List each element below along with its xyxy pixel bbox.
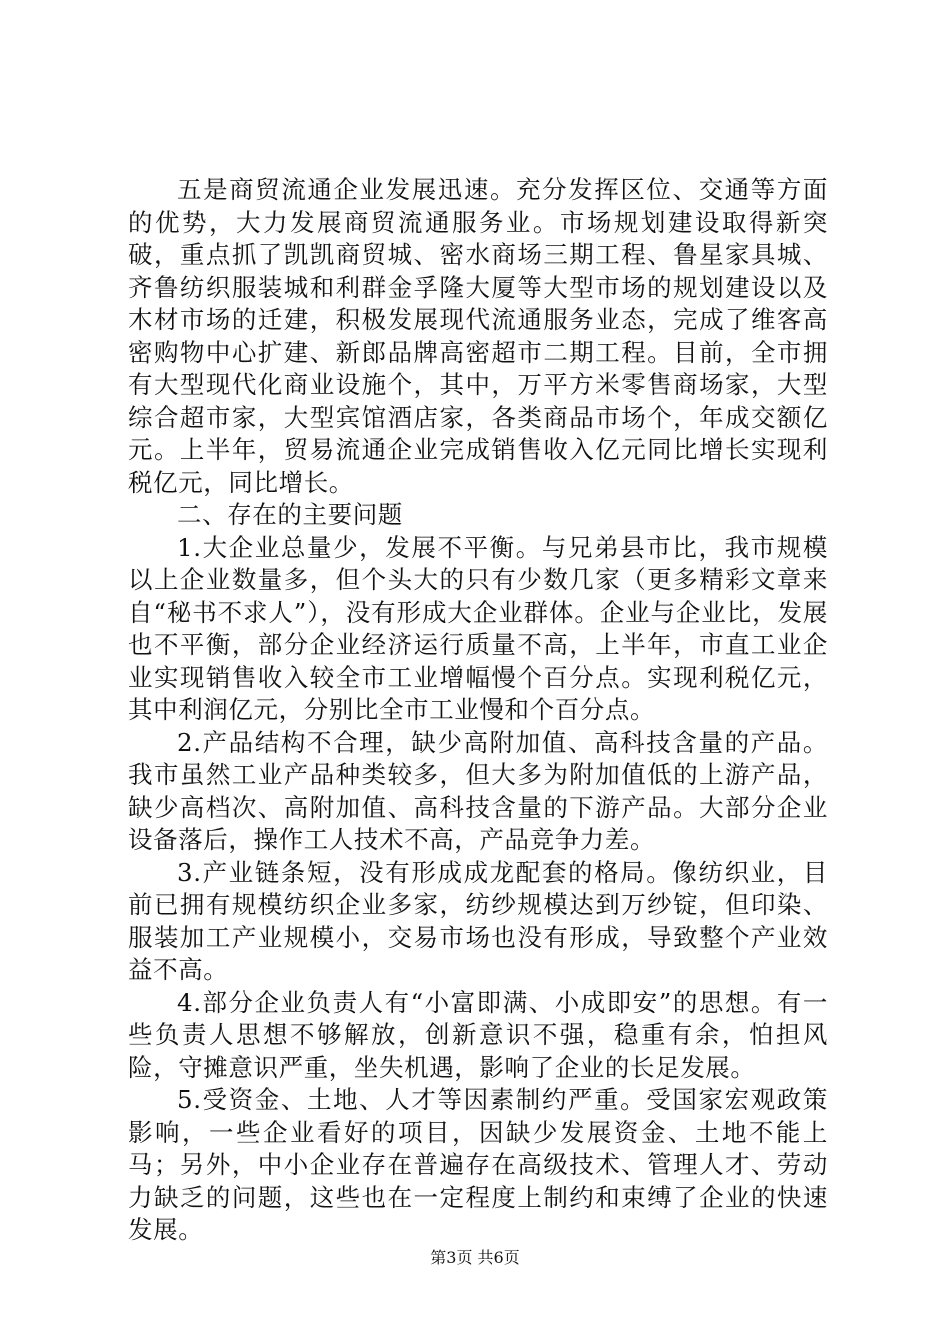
document-body — [128, 174, 828, 1247]
paragraph-commerce-development: 五是商贸流通企业发展迅速。充分发挥区位、交通等方面的优势，大力发展商贸流通服务业。市场规划建设取得新突破，重点抓了凯凯商贸城、密水商场三期工程、鲁星家具城、齐鲁纺织服装城和利群金孚隆大厦等大型市场的规划建设以及木材市场的迁建，积极发展现代流通服务业态，完成了维客高密购物中心扩建、新郎品牌高密超市二期工程。目前，全市拥有大型现代化商业设施个，其中，万平方米零售商场家，大型综合超市家，大型宾馆酒店家，各类商品市场个，年成交额亿元。上半年，贸易流通企业完成销售收入亿元同比增长实现利税亿元，同比增长。 — [128, 175, 828, 497]
paragraph-problem-2: 2.产品结构不合理，缺少高附加值、高科技含量的产品。我市虽然工业产品种类较多，但大多为附加值低的上游产品，缺少高档次、高附加值、高科技含量的下游产品。大部分企业设备落后，操作工人技术不高，产品竞争力差。 — [128, 727, 828, 854]
paragraph-problem-5: 5.受资金、土地、人才等因素制约严重。受国家宏观政策影响，一些企业看好的项目，因缺少发展资金、土地不能上马；另外，中小企业存在普遍存在高级技术、管理人才、劳动力缺乏的问题，这些也在一定程度上制约和束缚了企业的快速发展。 — [128, 1085, 828, 1244]
paragraph-problem-4: 4.部分企业负责人有“小富即满、小成即安”的思想。有一些负责人思想不够解放，创新意识不强，稳重有余，怕担风险，守摊意识严重，坐失机遇，影响了企业的长足发展。 — [128, 987, 828, 1082]
paragraph-problem-3: 3.产业链条短，没有形成成龙配套的格局。像纺织业，目前已拥有规模纺织企业多家，纺纱规模达到万纱锭，但印染、服装加工产业规模小，交易市场也没有形成，导致整个产业效益不高。 — [128, 857, 828, 984]
section-heading-main-problems: 二、存在的主要问题 — [177, 500, 403, 529]
paragraph-problem-1: 1.大企业总量少，发展不平衡。与兄弟县市比，我市规模以上企业数量多，但个头大的只有少数几家（更多精彩文章来自“秘书不求人”），没有形成大企业群体。企业与企业比，发展也不平衡，部分企业经济运行质量不高，上半年，市直工业企业实现销售收入较全市工业增幅慢个百分点。实现利税亿元，其中利润亿元，分别比全市工业慢和个百分点。 — [128, 532, 828, 724]
page-number-footer: 第3页 共6页 — [430, 1248, 520, 1267]
